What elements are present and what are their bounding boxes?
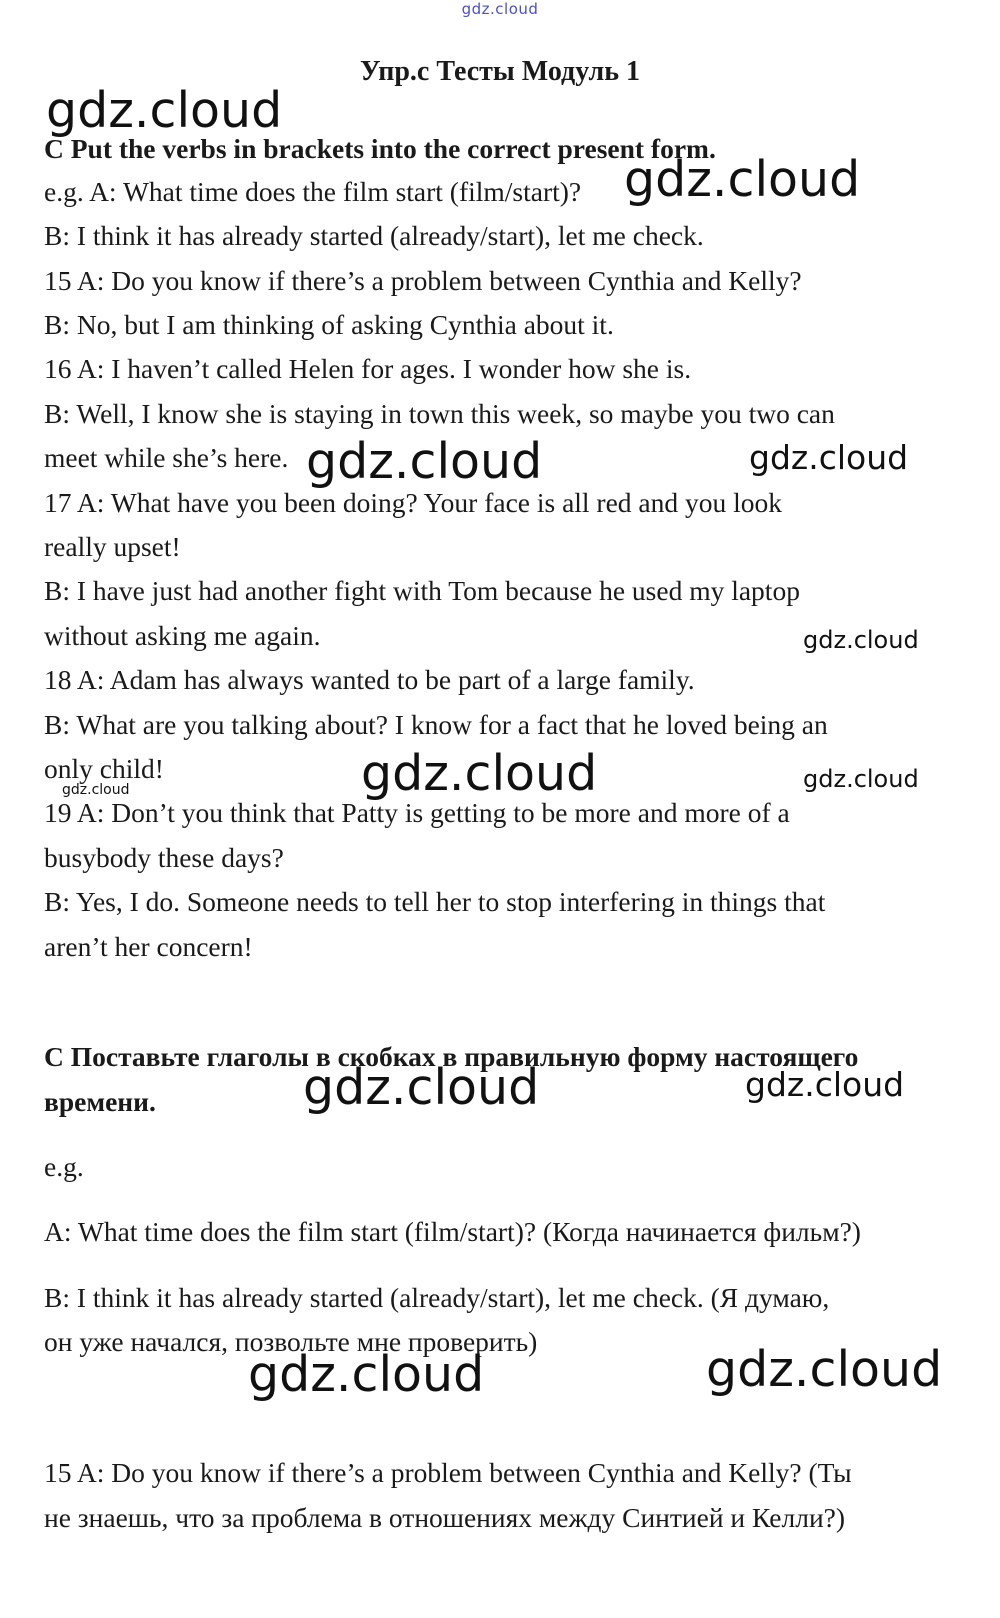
watermark: gdz.cloud (624, 151, 861, 208)
task-heading-ru-cont: времени. (44, 1086, 156, 1117)
example-answer-translated-cont: он уже начался, позвольте мне проверить) (44, 1326, 538, 1357)
item-17-answer-cont: without asking me again. (44, 620, 321, 651)
item-19-question-cont: busybody these days? (44, 842, 284, 873)
item-17-question: 17 A: What have you been doing? Your face is all red and you look (44, 487, 783, 518)
watermark: gdz.cloud (745, 1065, 905, 1104)
watermark: gdz.cloud (749, 438, 909, 477)
task-heading-ru: C Поставьте глаголы в скобках в правильную форму настоящего (44, 1041, 859, 1072)
watermark: gdz.cloud (803, 765, 919, 793)
watermark: gdz.cloud (361, 745, 598, 802)
watermark: gdz.cloud (62, 782, 130, 798)
item-16-answer: B: Well, I know she is staying in town this week, so maybe you two can (44, 398, 835, 429)
item-15-question-translated-cont: не знаешь, что за проблема в отношениях между Синтией и Келли?) (44, 1502, 846, 1533)
item-17-answer: B: I have just had another fight with Tom because he used my laptop (44, 575, 800, 606)
watermark: gdz.cloud (46, 82, 283, 139)
example-answer: B: I think it has already started (already/start), let me check. (44, 220, 704, 251)
item-15-answer: B: No, but I am thinking of asking Cynthia about it. (44, 309, 614, 340)
item-19-question: 19 A: Don’t you think that Patty is getting to be more and more of a (44, 797, 790, 828)
item-18-question: 18 A: Adam has always wanted to be part of a large family. (44, 664, 695, 695)
task-heading-en: C Put the verbs in brackets into the correct present form. (44, 133, 716, 164)
item-17-question-cont: really upset! (44, 531, 181, 562)
item-15-question-translated: 15 A: Do you know if there’s a problem between Cynthia and Kelly? (Ты (44, 1457, 852, 1488)
watermark: gdz.cloud (803, 626, 919, 654)
watermark: gdz.cloud (306, 433, 543, 490)
watermark: gdz.cloud (303, 1059, 540, 1116)
example-question-translated: A: What time does the film start (film/start)? (Когда начинается фильм?) (44, 1216, 861, 1247)
item-19-answer: B: Yes, I do. Someone needs to tell her to stop interfering in things that (44, 886, 826, 917)
item-18-answer-cont: only child! (44, 753, 164, 784)
item-18-answer: B: What are you talking about? I know for a fact that he loved being an (44, 709, 828, 740)
item-16-question: 16 A: I haven’t called Helen for ages. I wonder how she is. (44, 353, 692, 384)
item-16-answer-cont: meet while she’s here. (44, 442, 289, 473)
example-question: e.g. A: What time does the film start (film/start)? (44, 176, 582, 207)
item-19-answer-cont: aren’t her concern! (44, 931, 253, 962)
page-title: Упр.с Тесты Модуль 1 (359, 56, 641, 87)
example-label: e.g. (44, 1151, 84, 1182)
item-15-question: 15 A: Do you know if there’s a problem between Cynthia and Kelly? (44, 265, 802, 296)
header-watermark: gdz.cloud (461, 0, 539, 18)
watermark: gdz.cloud (248, 1346, 485, 1403)
watermark: gdz.cloud (706, 1341, 943, 1398)
example-answer-translated: B: I think it has already started (already/start), let me check. (Я думаю, (44, 1282, 830, 1313)
